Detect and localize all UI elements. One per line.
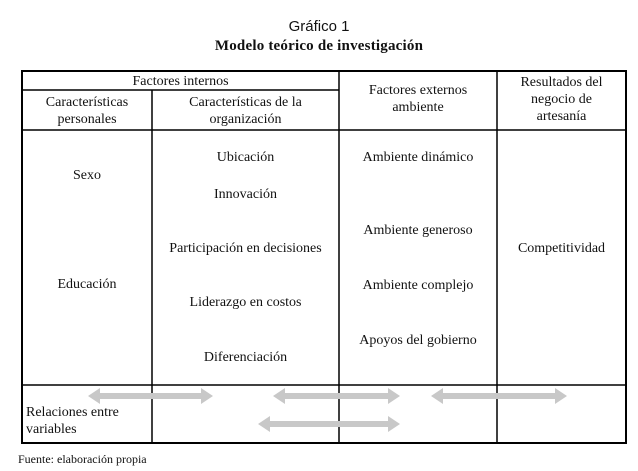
relation-arrows: [88, 388, 567, 432]
header-line: Resultados del: [520, 75, 603, 90]
header-external-factors: [339, 82, 497, 116]
organization-item-participation: Participación en decisiones: [169, 241, 322, 256]
header-organization-characteristics: [152, 94, 339, 128]
relations-label-line: Relaciones entre: [26, 405, 119, 420]
header-line: personales: [57, 112, 117, 127]
external-item-complex: Ambiente complejo: [362, 278, 474, 293]
arrow-external-results: [431, 388, 567, 404]
footnote: Fuente: elaboración propia: [18, 452, 147, 466]
external-item-government: Apoyos del gobierno: [359, 333, 477, 348]
header-line: negocio de: [530, 92, 593, 107]
figure-title: Modelo teórico de investigación: [214, 38, 424, 54]
header-line: Factores externos: [368, 83, 468, 98]
external-item-generous: Ambiente generoso: [363, 223, 473, 238]
header-line: ambiente: [392, 100, 444, 115]
organization-item-innovation: Innovación: [214, 187, 277, 202]
header-line: organización: [209, 112, 282, 127]
header-internal-factors: Factores internos: [132, 74, 229, 89]
external-item-dynamic: Ambiente dinámico: [362, 150, 474, 165]
relations-label-line: variables: [26, 422, 77, 437]
personal-item-education: Educación: [57, 277, 117, 292]
result-item-competitiveness: Competitividad: [517, 241, 606, 256]
header-line: Características de la: [189, 95, 302, 110]
personal-item-sex: Sexo: [73, 168, 101, 183]
figure-label: Gráfico 1: [288, 18, 350, 35]
organization-item-cost-leadership: Liderazgo en costos: [189, 295, 302, 310]
organization-item-location: Ubicación: [216, 150, 275, 165]
header-personal-characteristics: [22, 94, 152, 128]
arrow-organization-results: [258, 416, 400, 432]
header-line: Características: [45, 95, 129, 110]
header-results: [497, 74, 626, 125]
arrow-organization-external: [273, 388, 400, 404]
relations-label: [26, 404, 151, 438]
header-line: artesanía: [536, 109, 587, 124]
organization-item-differentiation: Diferenciación: [203, 350, 288, 365]
arrow-personal-organization: [88, 388, 213, 404]
